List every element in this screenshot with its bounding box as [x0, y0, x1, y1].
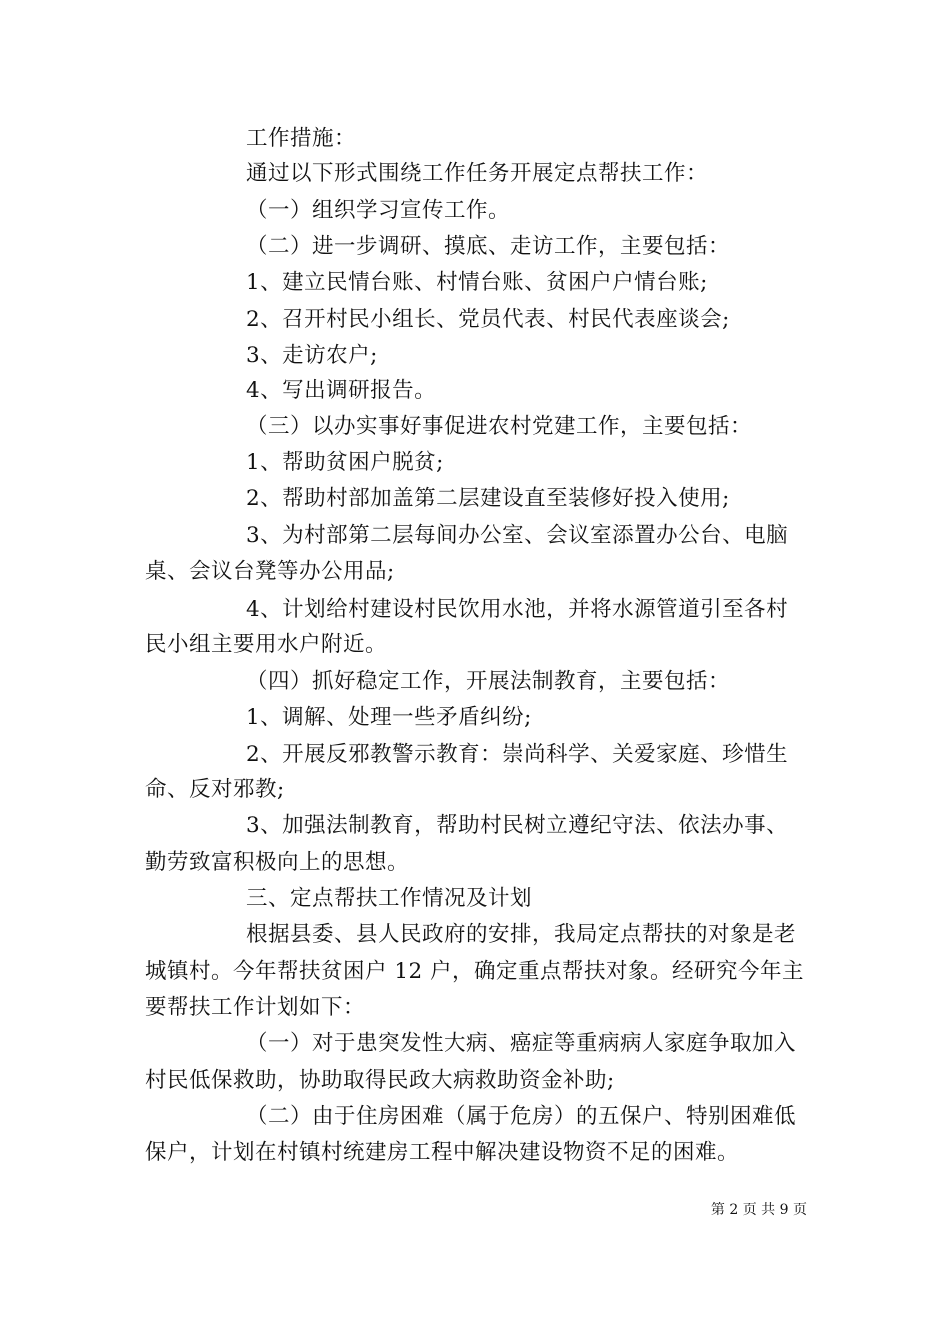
- text-line: 1、建立民情台账、村情台账、贫困户户情台账;: [246, 270, 708, 295]
- text-line: 3、走访农户;: [246, 343, 378, 368]
- text-line: 4、计划给村建设村民饮用水池，并将水源管道引至各村: [246, 597, 789, 622]
- text-line: （四）抓好稳定工作，开展法制教育，主要包括：: [246, 669, 731, 694]
- text-line: 2、帮助村部加盖第二层建设直至装修好投入使用;: [246, 486, 730, 511]
- text-line: 村民低保救助，协助取得民政大病救助资金补助;: [145, 1068, 615, 1093]
- text-line: 工作措施：: [246, 126, 357, 151]
- text-line: 3、为村部第二层每间办公室、会议室添置办公台、电脑: [246, 523, 789, 548]
- text-line: 命、反对邪教;: [145, 777, 285, 802]
- text-line: （二）进一步调研、摸底、走访工作，主要包括：: [246, 234, 731, 259]
- text-line: 3、加强法制教育，帮助村民树立遵纪守法、依法办事、: [246, 813, 789, 838]
- text-line: 城镇村。今年帮扶贫困户 12 户，确定重点帮扶对象。经研究今年主: [145, 959, 805, 984]
- section-heading: 三、定点帮扶工作情况及计划: [246, 886, 533, 911]
- text-line: 1、帮助贫困户脱贫;: [246, 450, 444, 475]
- text-line: 通过以下形式围绕工作任务开展定点帮扶工作：: [246, 161, 709, 186]
- page-indicator: 第 2 页 共 9 页: [710, 1202, 807, 1218]
- text-line: （二）由于住房困难（属于危房）的五保户、特别困难低: [246, 1104, 797, 1129]
- text-line: 2、召开村民小组长、党员代表、村民代表座谈会;: [246, 307, 730, 332]
- text-line: 保户，计划在村镇村统建房工程中解决建设物资不足的困难。: [145, 1140, 740, 1165]
- text-line: 桌、会议台凳等办公用品;: [145, 559, 395, 584]
- text-line: （一）组织学习宣传工作。: [246, 198, 511, 223]
- text-line: （三）以办实事好事促进农村党建工作，主要包括：: [246, 414, 753, 439]
- text-line: 4、写出调研报告。: [246, 378, 437, 403]
- text-line: 勤劳致富积极向上的思想。: [145, 850, 410, 875]
- text-line: 2、开展反邪教警示教育：崇尚科学、关爱家庭、珍惜生: [246, 742, 789, 767]
- text-line: （一）对于患突发性大病、癌症等重病病人家庭争取加入: [246, 1031, 797, 1056]
- text-line: 要帮扶工作计划如下：: [145, 995, 366, 1020]
- text-line: 1、调解、处理一些矛盾纠纷;: [246, 705, 532, 730]
- text-line: 民小组主要用水户附近。: [145, 632, 388, 657]
- text-line: 根据县委、县人民政府的安排，我局定点帮扶的对象是老: [246, 922, 797, 947]
